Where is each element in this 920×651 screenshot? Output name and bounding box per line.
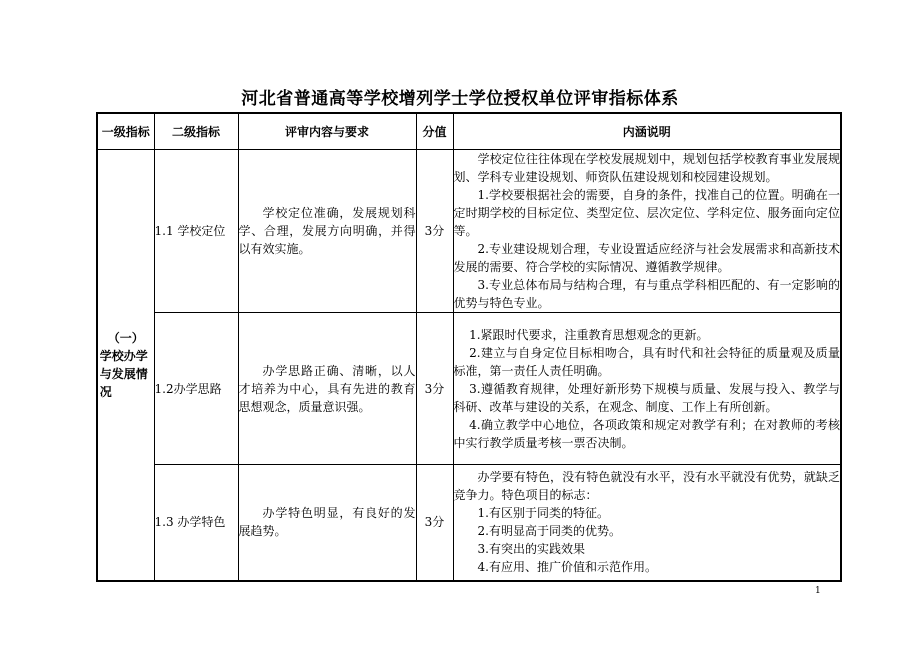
- description-paragraph: 2.有明显高于同类的优势。: [477, 524, 621, 539]
- document-title: 河北省普通高等学校增列学士学位授权单位评审指标体系: [241, 89, 679, 109]
- level1-number: （一）: [107, 330, 144, 345]
- description-paragraph: 2.建立与自身定位目标相吻合，具有时代和社会特征的质量观及质量标准，第一责任人责任明确。: [453, 345, 840, 378]
- evaluation-table: [96, 112, 842, 582]
- description-paragraph: 1.有区别于同类的特征。: [477, 506, 609, 521]
- table-row: [97, 465, 841, 581]
- score-value: 3分: [416, 313, 453, 465]
- description-cell: [453, 313, 841, 465]
- description-paragraph: 3.专业总体布局与结构合理，有与重点学科相匹配的、有一定影响的优势与特色专业。: [453, 278, 840, 310]
- requirement-text: 学校定位准确，发展规划科学、合理，发展方向明确，并得以有效实施。: [238, 150, 416, 313]
- table-header-row: [97, 113, 841, 150]
- requirement-text: 办学特色明显，有良好的发展趋势。: [238, 465, 416, 581]
- level2-indicator: 1.2办学思路: [154, 313, 238, 465]
- description-cell: [453, 465, 841, 581]
- description-paragraph: 4.有应用、推广价值和示范作用。: [477, 560, 657, 575]
- header-score: 分值: [416, 113, 453, 150]
- description-paragraph: 2.专业建设规划合理，专业设置适应经济与社会发展需求和高新技术发展的需要、符合学校的实际情况、遵循教学规律。: [453, 242, 840, 274]
- description-paragraph: 3.遵循教育规律，处理好新形势下规模与质量、发展与投入、教学与科研、改革与建设的关系，在观念、制度、工作上有所创新。: [453, 381, 840, 414]
- page-number: 1: [815, 586, 821, 596]
- description-paragraph: 3.有突出的实践效果: [477, 542, 585, 557]
- requirement-text: 办学思路正确、清晰，以人才培养为中心，具有先进的教育思想观念，质量意识强。: [238, 313, 416, 465]
- description-paragraph: 4.确立教学中心地位，各项政策和规定对教学有利；在对教师的考核中实行教学质量考核一票否决制。: [453, 417, 840, 450]
- description-cell: [453, 150, 841, 313]
- table-row: [97, 313, 841, 465]
- description-paragraph: 1.紧跟时代要求，注重教育思想观念的更新。: [469, 327, 709, 342]
- level1-indicator-cell: [97, 150, 154, 581]
- header-requirement: 评审内容与要求: [238, 113, 416, 150]
- description-paragraph: 办学要有特色，没有特色就没有水平，没有水平就没有优势，就缺乏竞争力。特色项目的标志：: [453, 470, 840, 503]
- description-paragraph: 学校定位往往体现在学校发展规划中，规划包括学校教育事业发展规划、学科专业建设规划、师资队伍建设规划和校园建设规划。: [453, 152, 840, 184]
- level2-indicator: 1.3 办学特色: [154, 465, 238, 581]
- description-paragraph: 1.学校要根据社会的需要，自身的条件，找准自己的位置。明确在一定时期学校的目标定位、类型定位、层次定位、学科定位、服务面向定位等。: [453, 188, 840, 238]
- score-value: 3分: [416, 465, 453, 581]
- header-description: 内涵说明: [453, 113, 841, 150]
- level1-name: 学校办学与发展情况: [99, 348, 148, 399]
- score-value: 3分: [416, 150, 453, 313]
- header-level2: 二级指标: [154, 113, 238, 150]
- table-row: [97, 150, 841, 313]
- level2-indicator: 1.1 学校定位: [154, 150, 238, 313]
- header-level1: 一级指标: [97, 113, 154, 150]
